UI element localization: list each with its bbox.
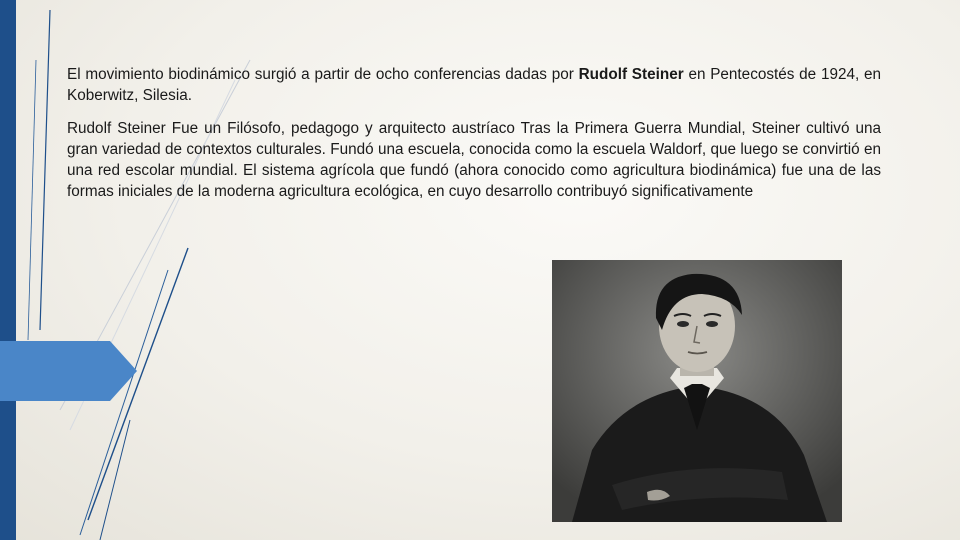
steiner-name: Rudolf Steiner [578, 66, 684, 83]
blue-tab-arrow [0, 341, 137, 401]
portrait-photo [552, 260, 842, 522]
slide-content [67, 64, 881, 214]
paragraph-1-text-start: El movimiento biodinámico surgió a partir de ocho conferencias dadas por [67, 66, 579, 83]
paragraph-1-text-end: en Pentecostés de 1924, en Koberwitz, Silesia. [67, 66, 882, 104]
paragraph-2: Rudolf Steiner Fue un Filósofo, pedagogo y arquitecto austríaco Tras la Primera Guerra Mundial, Steiner cultivó una gran variedad de contextos culturales. Fundó una escuela, conocida como la escuela Waldorf, que luego se convirtió en una red escolar mundial. El sistema agrícola que fundó (ahora conocido como agricultura biodinámica) fue una de las formas iniciales de la moderna agricultura ecológica, en cuyo desarrollo contribuyó significativamente [67, 120, 881, 200]
portrait-illustration [552, 260, 842, 522]
paragraph-1 [67, 64, 881, 106]
